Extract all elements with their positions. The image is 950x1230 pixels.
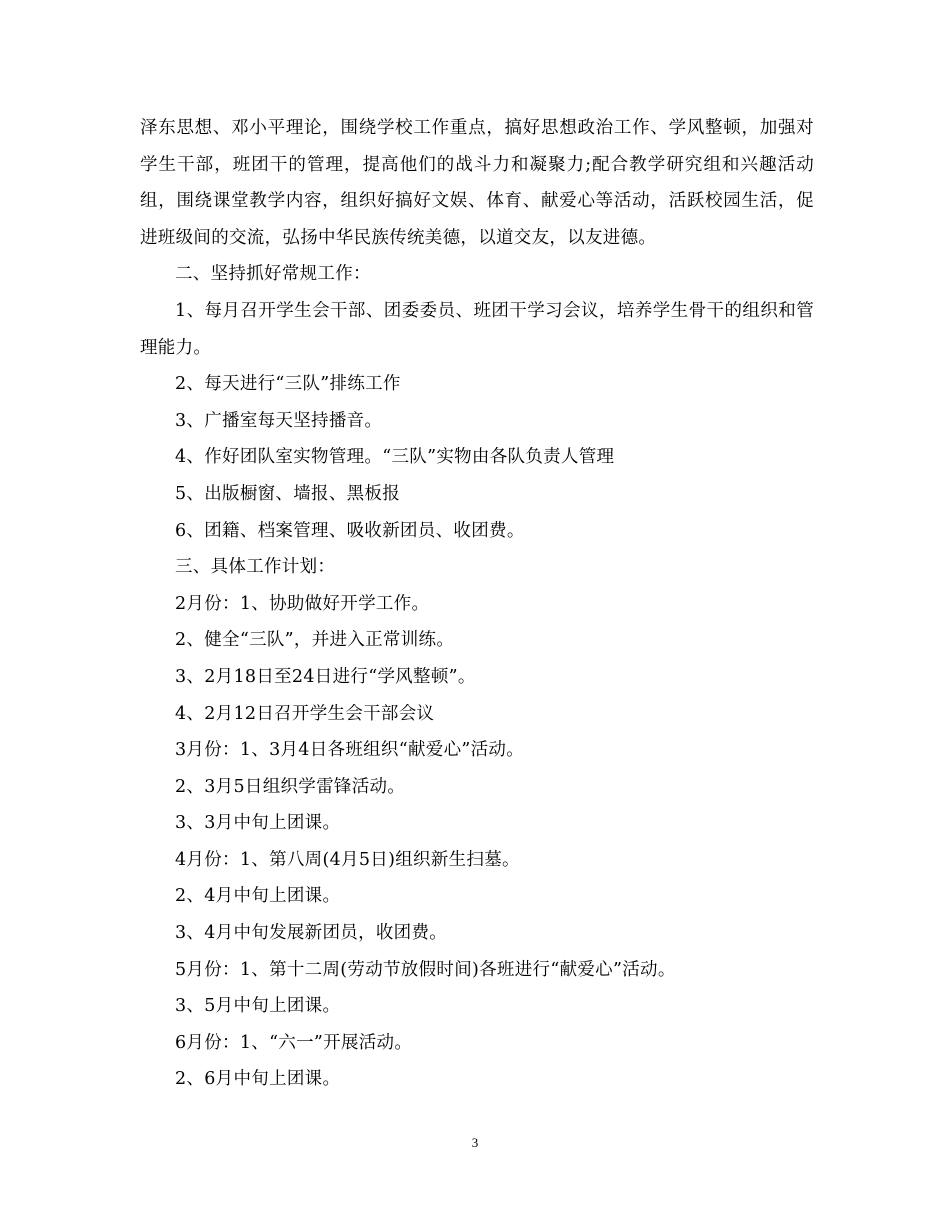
section-three-heading: 三、具体工作计划： (175, 557, 336, 578)
section-two-heading: 二、坚持抓好常规工作： (175, 264, 371, 285)
routine-item-3: 3、广播室每天坚持播音。 (175, 410, 383, 431)
plan-line: 2、4月中旬上团课。 (175, 886, 341, 907)
document-body (140, 110, 814, 1098)
plan-line: 2月份：1、协助做好开学工作。 (175, 593, 430, 614)
plan-line: 3、4月中旬发展新团员，收团费。 (175, 923, 448, 944)
page-number: 3 (471, 1135, 479, 1150)
plan-line: 2、6月中旬上团课。 (175, 1069, 341, 1090)
plan-line: 2、3月5日组织学雷锋活动。 (175, 776, 406, 797)
plan-line: 3、2月18日至24日进行“学风整顿”。 (175, 666, 476, 687)
routine-item-2: 2、每天进行“三队”排练工作 (175, 374, 401, 395)
routine-item-1: 1、每月召开学生会干部、团委委员、班团干学习会议，培养学生骨干的组织和管理能力。 (140, 300, 814, 358)
plan-line: 6月份：1、“六一”开展活动。 (175, 1032, 413, 1053)
plan-line: 3、5月中旬上团课。 (175, 996, 341, 1017)
plan-line: 3、3月中旬上团课。 (175, 813, 341, 834)
routine-item-4: 4、作好团队室实物管理。“三队”实物由各队负责人管理 (175, 447, 615, 468)
plan-line: 3月份：1、3月4日各班组织“献爱心”活动。 (175, 740, 525, 761)
plan-line: 5月份：1、第十二周(劳动节放假时间)各班进行“献爱心”活动。 (175, 959, 676, 980)
plan-line: 4、2月12日召开学生会干部会议 (175, 703, 435, 724)
intro-paragraph: 泽东思想、邓小平理论，围绕学校工作重点，搞好思想政治工作、学风整顿，加强对学生干部，班团干的管理，提高他们的战斗力和凝聚力;配合教学研究组和兴趣活动组，围绕课堂教学内容，组织好搞好文娱、体育、献爱心等活动，活跃校园生活，促进班级间的交流，弘扬中华民族传统美德，以道交友，以友进德。 (140, 118, 814, 248)
plan-line: 2、健全“三队”，并进入正常训练。 (175, 630, 455, 651)
plan-line: 4月份：1、第八周(4月5日)组织新生扫墓。 (175, 849, 520, 870)
routine-item-5: 5、出版橱窗、墙报、黑板报 (175, 483, 401, 504)
routine-item-6: 6、团籍、档案管理、吸收新团员、收团费。 (175, 520, 525, 541)
